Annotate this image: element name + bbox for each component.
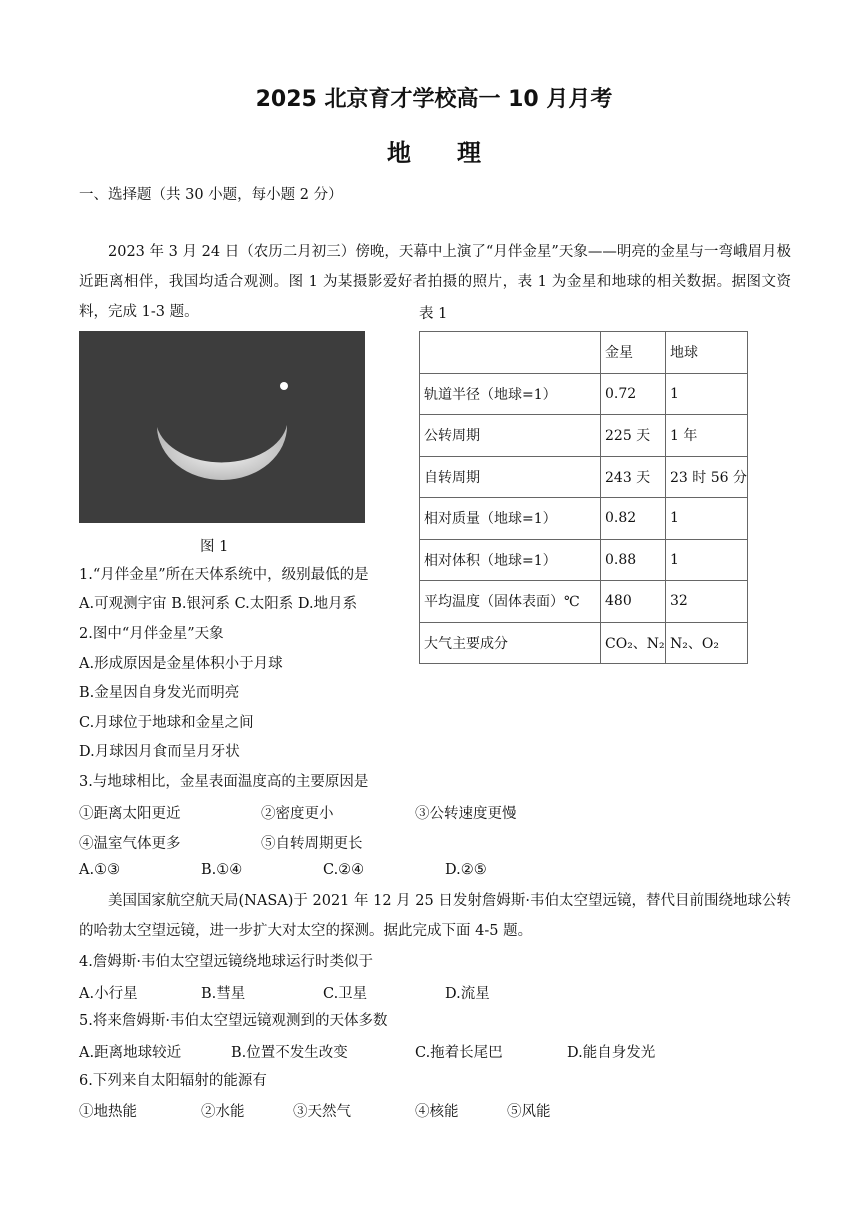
page-title: 2025 北京育才学校高一 10 月月考 bbox=[255, 87, 613, 112]
table-cell: 轨道半径（地球=1） bbox=[420, 373, 601, 415]
table-row bbox=[420, 373, 748, 415]
question-4-stem: 4.詹姆斯·韦伯太空望远镜绕地球运行时类似于 bbox=[79, 954, 373, 970]
figure-caption: 图 1 bbox=[200, 539, 229, 555]
table-cell: 243 天 bbox=[601, 456, 666, 498]
passage-intro-1: 2023 年 3 月 24 日（农历二月初三）傍晚，天幕中上演了“月伴金星”天象——明亮的金星与一弯峨眉月极近距离相伴，我国均适合观测。图 1 为某摄影爱好者拍摄的照片，表 1 为金星和地球的相关数据。据图文资料，完成 1-3 题。 bbox=[79, 244, 791, 320]
question-3-option-d: D.②⑤ bbox=[445, 862, 487, 878]
table-cell: 0.88 bbox=[601, 539, 666, 581]
question-2-option-b: B.金星因自身发光而明亮 bbox=[79, 685, 240, 701]
table-cell: N₂、O₂ bbox=[666, 622, 748, 664]
table-caption: 表 1 bbox=[419, 306, 448, 322]
question-3-item: ⑤自转周期更长 bbox=[261, 836, 363, 852]
question-3-stem: 3.与地球相比，金星表面温度高的主要原因是 bbox=[79, 774, 369, 790]
table-row bbox=[420, 456, 748, 498]
table-cell: 0.82 bbox=[601, 498, 666, 540]
question-3-item: ④温室气体更多 bbox=[79, 836, 181, 852]
passage-intro-2: 美国国家航空航天局(NASA)于 2021 年 12 月 25 日发射詹姆斯·韦伯太空望远镜，替代目前围绕地球公转的哈勃太空望远镜，进一步扩大对太空的探测。据此完成下面 4-5 题。 bbox=[79, 893, 791, 939]
question-6-item: ③天然气 bbox=[293, 1104, 351, 1120]
question-4-option-b: B.彗星 bbox=[201, 986, 246, 1002]
question-3-item: ③公转速度更慢 bbox=[415, 806, 517, 822]
question-3-item: ①距离太阳更近 bbox=[79, 806, 181, 822]
venus-earth-table bbox=[419, 331, 748, 664]
table-cell: 1 bbox=[666, 539, 748, 581]
table-cell: 相对体积（地球=1） bbox=[420, 539, 601, 581]
question-1-options: A.可观测宇宙 B.银河系 C.太阳系 D.地月系 bbox=[79, 596, 358, 612]
question-2-option-c: C.月球位于地球和金星之间 bbox=[79, 715, 254, 731]
question-4-option-c: C.卫星 bbox=[323, 986, 368, 1002]
question-3-option-c: C.②④ bbox=[323, 862, 365, 878]
crescent-moon-image bbox=[79, 331, 365, 523]
table-cell: 32 bbox=[666, 581, 748, 623]
table-row bbox=[420, 581, 748, 623]
question-2-option-a: A.形成原因是金星体积小于月球 bbox=[79, 656, 283, 672]
question-5-option-a: A.距离地球较近 bbox=[79, 1045, 182, 1061]
table-cell: CO₂、N₂ bbox=[601, 622, 666, 664]
table-cell: 23 时 56 分 bbox=[666, 456, 748, 498]
table-row bbox=[420, 415, 748, 457]
table-header-cell: 金星 bbox=[601, 332, 666, 374]
table-cell: 平均温度（固体表面）℃ bbox=[420, 581, 601, 623]
table-cell: 1 bbox=[666, 498, 748, 540]
question-5-option-b: B.位置不发生改变 bbox=[231, 1045, 348, 1061]
question-6-item: ⑤风能 bbox=[507, 1104, 551, 1120]
table-cell: 公转周期 bbox=[420, 415, 601, 457]
table-cell: 1 年 bbox=[666, 415, 748, 457]
table-header-row bbox=[420, 332, 748, 374]
question-3-option-a: A.①③ bbox=[79, 862, 121, 878]
table-cell: 自转周期 bbox=[420, 456, 601, 498]
question-1-stem: 1.“月伴金星”所在天体系统中，级别最低的是 bbox=[79, 567, 369, 583]
venus-dot bbox=[280, 382, 288, 390]
section-heading: 一、选择题（共 30 小题，每小题 2 分） bbox=[79, 187, 343, 203]
question-3-option-b: B.①④ bbox=[201, 862, 243, 878]
table-cell: 0.72 bbox=[601, 373, 666, 415]
subject-title: 地理 bbox=[387, 139, 527, 167]
question-4-option-a: A.小行星 bbox=[79, 986, 138, 1002]
question-6-item: ④核能 bbox=[415, 1104, 459, 1120]
question-6-item: ②水能 bbox=[201, 1104, 245, 1120]
table-cell: 480 bbox=[601, 581, 666, 623]
question-6-stem: 6.下列来自太阳辐射的能源有 bbox=[79, 1073, 267, 1089]
table-cell: 1 bbox=[666, 373, 748, 415]
question-3-item: ②密度更小 bbox=[261, 806, 334, 822]
table-row bbox=[420, 498, 748, 540]
question-2-option-d: D.月球因月食而呈月牙状 bbox=[79, 744, 240, 760]
table-cell: 225 天 bbox=[601, 415, 666, 457]
moon-venus-photo bbox=[79, 331, 365, 523]
table-cell: 大气主要成分 bbox=[420, 622, 601, 664]
question-5-stem: 5.将来詹姆斯·韦伯太空望远镜观测到的天体多数 bbox=[79, 1013, 388, 1029]
table-cell: 相对质量（地球=1） bbox=[420, 498, 601, 540]
table-row bbox=[420, 539, 748, 581]
question-4-option-d: D.流星 bbox=[445, 986, 490, 1002]
question-2-stem: 2.图中“月伴金星”天象 bbox=[79, 626, 224, 642]
table-header-cell bbox=[420, 332, 601, 374]
question-5-option-c: C.拖着长尾巴 bbox=[415, 1045, 503, 1061]
question-6-item: ①地热能 bbox=[79, 1104, 137, 1120]
table-header-cell: 地球 bbox=[666, 332, 748, 374]
table-row bbox=[420, 622, 748, 664]
question-5-option-d: D.能自身发光 bbox=[567, 1045, 656, 1061]
